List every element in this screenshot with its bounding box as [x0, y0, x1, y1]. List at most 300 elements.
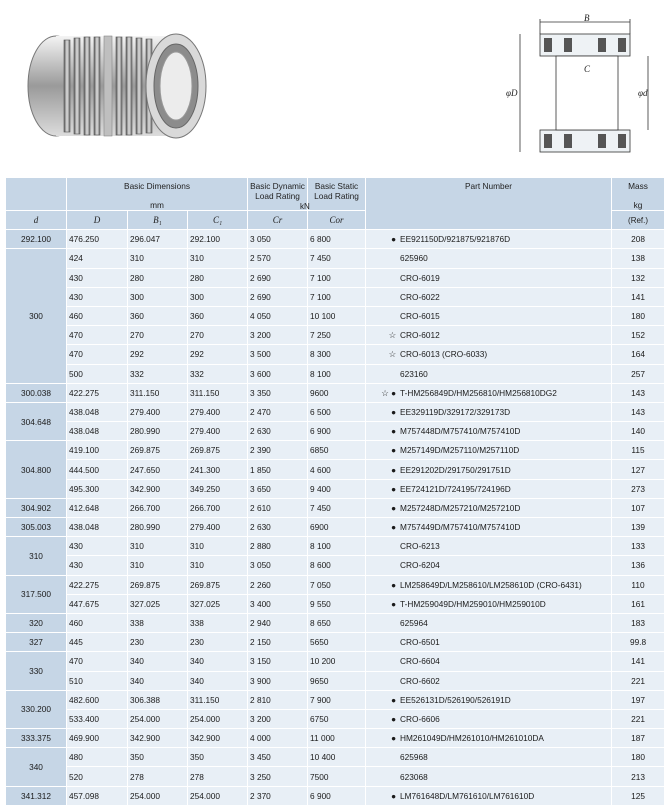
static-load-cell: 7 900 — [308, 690, 366, 709]
part-marker-icon: ● — [391, 406, 397, 417]
table-row — [6, 460, 665, 479]
bore-diameter-cell: 340 — [6, 748, 67, 786]
dynamic-load-cell: 2 370 — [248, 786, 308, 805]
inner-width-cell: 310 — [128, 537, 188, 556]
outer-diameter-cell: 430 — [67, 287, 128, 306]
static-load-cell: 8 650 — [308, 613, 366, 632]
part-number-text: CRO-6501 — [400, 637, 440, 648]
part-marker-icon: ● — [391, 522, 397, 533]
table-row — [6, 345, 665, 364]
outer-width-cell: 230 — [188, 633, 248, 652]
static-load-cell: 5650 — [308, 633, 366, 652]
outer-diameter-cell: 438.048 — [67, 518, 128, 537]
mass-cell: 187 — [612, 729, 665, 748]
table-row — [6, 786, 665, 805]
static-load-cell: 6900 — [308, 518, 366, 537]
mass-cell: 133 — [612, 537, 665, 556]
part-number-text: 625960 — [400, 253, 428, 264]
part-number-cell — [366, 748, 612, 767]
table-row — [6, 767, 665, 786]
outer-width-cell: 280 — [188, 268, 248, 287]
mass-cell: 161 — [612, 594, 665, 613]
inner-width-cell: 306.388 — [128, 690, 188, 709]
bore-diameter-cell: 292.100 — [6, 230, 67, 249]
part-number-text: M757449D/M757410/M757410D — [400, 522, 521, 533]
outer-diameter-cell: 470 — [67, 326, 128, 345]
table-row — [6, 594, 665, 613]
outer-width-cell: 338 — [188, 613, 248, 632]
part-number-cell — [366, 556, 612, 575]
inner-width-cell: 269.875 — [128, 441, 188, 460]
part-number-cell — [366, 287, 612, 306]
part-marker-icon: ● — [391, 426, 397, 437]
table-row — [6, 633, 665, 652]
part-number-cell — [366, 690, 612, 709]
static-load-cell: 6 900 — [308, 786, 366, 805]
bore-diameter-cell: 333.375 — [6, 729, 67, 748]
part-number-text: M257149D/M257110/M257110D — [400, 445, 520, 456]
part-number-text: CRO-6606 — [400, 713, 440, 724]
static-load-cell: 8 300 — [308, 345, 366, 364]
bore-diameter-cell: 304.902 — [6, 498, 67, 517]
bearing-spec-table — [5, 177, 665, 806]
outer-width-cell: 254.000 — [188, 786, 248, 805]
inner-width-cell: 340 — [128, 652, 188, 671]
col-C1: C₁ — [188, 211, 248, 230]
header-basic-dynamic: Basic Dynamic Load Rating — [248, 178, 308, 211]
part-marker-icon: ● — [391, 790, 397, 801]
header-basic-static: Basic Static Load Rating — [308, 178, 366, 211]
mass-cell: 183 — [612, 613, 665, 632]
part-number-cell — [366, 268, 612, 287]
table-row — [6, 422, 665, 441]
dynamic-load-cell: 2 630 — [248, 422, 308, 441]
outer-diameter-cell: 419.100 — [67, 441, 128, 460]
table-row — [6, 479, 665, 498]
static-load-cell: 6 800 — [308, 230, 366, 249]
part-number-text: CRO-6602 — [400, 675, 440, 686]
dynamic-load-cell: 3 350 — [248, 383, 308, 402]
part-number-cell — [366, 729, 612, 748]
part-marker-icon: ● — [391, 733, 397, 744]
part-number-text: EE724121D/724195/724196D — [400, 483, 511, 494]
part-number-text: T-HM256849D/HM256810/HM256810DG2 — [400, 387, 557, 398]
bore-diameter-cell: 320 — [6, 613, 67, 632]
outer-diameter-cell: 438.048 — [67, 422, 128, 441]
static-load-cell: 9 550 — [308, 594, 366, 613]
part-number-cell — [366, 633, 612, 652]
drawing-label-outer-diameter: φD — [506, 88, 518, 98]
part-marker-icon: ● — [391, 445, 397, 456]
part-number-cell — [366, 709, 612, 728]
part-number-cell — [366, 613, 612, 632]
bore-diameter-cell: 327 — [6, 633, 67, 652]
part-number-text: HM261049D/HM261010/HM261010DA — [400, 733, 544, 744]
table-row — [6, 326, 665, 345]
inner-width-cell: 269.875 — [128, 575, 188, 594]
part-number-text: LM258649D/LM258610/LM258610D (CRO-6431) — [400, 579, 582, 590]
part-number-cell — [366, 383, 612, 402]
part-number-text: M757448D/M757410/M757410D — [400, 426, 521, 437]
outer-width-cell: 292 — [188, 345, 248, 364]
table-row — [6, 498, 665, 517]
dynamic-load-cell: 3 050 — [248, 556, 308, 575]
static-load-cell: 10 200 — [308, 652, 366, 671]
static-load-cell: 7 450 — [308, 249, 366, 268]
outer-width-cell: 269.875 — [188, 575, 248, 594]
outer-diameter-cell: 430 — [67, 268, 128, 287]
col-Cr: kN Cr — [248, 211, 308, 230]
outer-width-cell: 278 — [188, 767, 248, 786]
outer-width-cell: 310 — [188, 537, 248, 556]
inner-width-cell: 278 — [128, 767, 188, 786]
static-load-cell: 7 450 — [308, 498, 366, 517]
outer-diameter-cell: 422.275 — [67, 383, 128, 402]
static-load-cell: 8 100 — [308, 364, 366, 383]
static-load-cell: 9600 — [308, 383, 366, 402]
inner-width-cell: 280.990 — [128, 422, 188, 441]
part-number-cell — [366, 306, 612, 325]
part-marker-icon: ● — [391, 234, 397, 245]
mass-cell: 164 — [612, 345, 665, 364]
mass-cell: 141 — [612, 287, 665, 306]
inner-width-cell: 270 — [128, 326, 188, 345]
outer-width-cell: 340 — [188, 652, 248, 671]
outer-width-cell: 311.150 — [188, 690, 248, 709]
static-load-cell: 9650 — [308, 671, 366, 690]
part-marker-icon: ● — [391, 464, 397, 475]
part-number-text: CRO-6022 — [400, 291, 440, 302]
dynamic-load-cell: 3 900 — [248, 671, 308, 690]
inner-width-cell: 342.900 — [128, 729, 188, 748]
part-number-text: EE291202D/291750/291751D — [400, 464, 511, 475]
part-number-text: CRO-6213 — [400, 541, 440, 552]
outer-diameter-cell: 482.600 — [67, 690, 128, 709]
part-marker-icon: ● — [391, 502, 397, 513]
mass-cell: 143 — [612, 402, 665, 421]
bore-diameter-cell: 341.312 — [6, 786, 67, 805]
part-marker-icon: ☆ ● — [381, 387, 397, 398]
mass-cell: 125 — [612, 786, 665, 805]
part-number-text: LM761648D/LM761610/LM761610D — [400, 790, 535, 801]
dynamic-load-cell: 3 500 — [248, 345, 308, 364]
dynamic-load-cell: 3 600 — [248, 364, 308, 383]
mass-cell: 141 — [612, 652, 665, 671]
table-row — [6, 306, 665, 325]
part-number-text: EE526131D/526190/526191D — [400, 694, 511, 705]
mass-cell: 197 — [612, 690, 665, 709]
part-marker-icon: ● — [391, 579, 397, 590]
dynamic-load-cell: 3 250 — [248, 767, 308, 786]
table-row — [6, 537, 665, 556]
dynamic-load-cell: 3 150 — [248, 652, 308, 671]
dynamic-load-cell: 3 450 — [248, 748, 308, 767]
table-row — [6, 575, 665, 594]
outer-diameter-cell: 412.648 — [67, 498, 128, 517]
part-number-cell — [366, 518, 612, 537]
part-number-text: T-HM259049D/HM259010/HM259010D — [400, 598, 546, 609]
part-number-cell — [366, 460, 612, 479]
part-number-cell — [366, 767, 612, 786]
part-number-text: CRO-6019 — [400, 272, 440, 283]
table-row — [6, 287, 665, 306]
static-load-cell: 7 050 — [308, 575, 366, 594]
outer-diameter-cell: 422.275 — [67, 575, 128, 594]
outer-diameter-cell: 510 — [67, 671, 128, 690]
outer-diameter-cell: 457.098 — [67, 786, 128, 805]
part-number-text: CRO-6204 — [400, 560, 440, 571]
mass-cell: 107 — [612, 498, 665, 517]
static-load-cell: 8 600 — [308, 556, 366, 575]
table-row — [6, 383, 665, 402]
part-number-text: EE921150D/921875/921876D — [400, 234, 511, 245]
part-number-cell — [366, 479, 612, 498]
mass-cell: 139 — [612, 518, 665, 537]
inner-width-cell: 332 — [128, 364, 188, 383]
header-basic-dimensions: Basic Dimensions mm — [67, 178, 248, 211]
inner-width-cell: 360 — [128, 306, 188, 325]
part-number-cell — [366, 594, 612, 613]
table-row — [6, 671, 665, 690]
table-row — [6, 268, 665, 287]
mass-cell: 110 — [612, 575, 665, 594]
header-part-number: Part Number — [366, 178, 612, 230]
dynamic-load-cell: 2 630 — [248, 518, 308, 537]
inner-width-cell: 300 — [128, 287, 188, 306]
static-load-cell: 7 250 — [308, 326, 366, 345]
table-row — [6, 518, 665, 537]
col-Cor: Cor — [308, 211, 366, 230]
table-row — [6, 613, 665, 632]
part-number-text: M257248D/M257210/M257210D — [400, 502, 521, 513]
drawing-label-b: B — [584, 13, 590, 23]
bore-diameter-cell: 305.003 — [6, 518, 67, 537]
outer-diameter-cell: 495.300 — [67, 479, 128, 498]
outer-diameter-cell: 480 — [67, 748, 128, 767]
part-number-text: 625964 — [400, 618, 428, 629]
part-number-text: CRO-6015 — [400, 311, 440, 322]
part-marker-icon: ● — [391, 694, 397, 705]
outer-diameter-cell: 470 — [67, 652, 128, 671]
outer-width-cell: 241.300 — [188, 460, 248, 479]
outer-width-cell: 311.150 — [188, 383, 248, 402]
inner-width-cell: 310 — [128, 556, 188, 575]
dynamic-load-cell: 1 850 — [248, 460, 308, 479]
dynamic-load-cell: 3 200 — [248, 326, 308, 345]
part-number-cell — [366, 537, 612, 556]
table-row — [6, 748, 665, 767]
mass-cell: 180 — [612, 748, 665, 767]
dynamic-load-cell: 2 940 — [248, 613, 308, 632]
bore-diameter-cell: 304.648 — [6, 402, 67, 440]
mass-cell: 273 — [612, 479, 665, 498]
bore-diameter-cell: 304.800 — [6, 441, 67, 499]
inner-width-cell: 266.700 — [128, 498, 188, 517]
table-row — [6, 652, 665, 671]
dynamic-load-cell: 2 150 — [248, 633, 308, 652]
dynamic-load-cell: 2 470 — [248, 402, 308, 421]
outer-diameter-cell: 470 — [67, 345, 128, 364]
bore-diameter-cell: 300 — [6, 249, 67, 383]
mass-cell: 208 — [612, 230, 665, 249]
outer-diameter-cell: 469.900 — [67, 729, 128, 748]
outer-width-cell: 269.875 — [188, 441, 248, 460]
outer-diameter-cell: 424 — [67, 249, 128, 268]
bearing-photo — [18, 18, 218, 168]
mass-cell: 99.8 — [612, 633, 665, 652]
table-body — [6, 230, 665, 806]
outer-diameter-cell: 500 — [67, 364, 128, 383]
outer-width-cell: 350 — [188, 748, 248, 767]
table-row — [6, 729, 665, 748]
mass-cell: 140 — [612, 422, 665, 441]
table-row — [6, 402, 665, 421]
static-load-cell: 9 400 — [308, 479, 366, 498]
header-kn: kN — [300, 202, 310, 211]
static-load-cell: 4 600 — [308, 460, 366, 479]
static-load-cell: 11 000 — [308, 729, 366, 748]
static-load-cell: 6 500 — [308, 402, 366, 421]
part-number-text: 625968 — [400, 752, 428, 763]
drawing-label-c: C — [584, 64, 591, 74]
part-marker-icon: ● — [391, 598, 397, 609]
part-marker-icon: ● — [391, 483, 397, 494]
part-number-cell — [366, 786, 612, 805]
part-number-text: CRO-6604 — [400, 656, 440, 667]
inner-width-cell: 327.025 — [128, 594, 188, 613]
bore-diameter-cell: 330 — [6, 652, 67, 690]
part-number-text: 623160 — [400, 368, 428, 379]
static-load-cell: 7 100 — [308, 287, 366, 306]
outer-width-cell: 327.025 — [188, 594, 248, 613]
part-number-cell — [366, 671, 612, 690]
inner-width-cell: 254.000 — [128, 786, 188, 805]
dynamic-load-cell: 4 000 — [248, 729, 308, 748]
table-row — [6, 441, 665, 460]
col-d: d — [6, 211, 67, 230]
outer-width-cell: 279.400 — [188, 518, 248, 537]
mass-cell: 180 — [612, 306, 665, 325]
outer-width-cell: 279.400 — [188, 402, 248, 421]
dynamic-load-cell: 2 610 — [248, 498, 308, 517]
outer-width-cell: 340 — [188, 671, 248, 690]
dynamic-load-cell: 3 650 — [248, 479, 308, 498]
part-number-cell — [366, 652, 612, 671]
part-number-cell — [366, 498, 612, 517]
outer-width-cell: 270 — [188, 326, 248, 345]
outer-diameter-cell: 520 — [67, 767, 128, 786]
outer-diameter-cell: 430 — [67, 537, 128, 556]
part-number-cell — [366, 575, 612, 594]
drawing-label-bore-diameter: φd — [638, 88, 648, 98]
part-number-cell — [366, 230, 612, 249]
mass-cell: 152 — [612, 326, 665, 345]
inner-width-cell: 340 — [128, 671, 188, 690]
mass-cell: 115 — [612, 441, 665, 460]
outer-width-cell: 254.000 — [188, 709, 248, 728]
part-number-text: EE329119D/329172/329173D — [400, 406, 511, 417]
static-load-cell: 10 400 — [308, 748, 366, 767]
table-row — [6, 690, 665, 709]
outer-diameter-cell: 460 — [67, 613, 128, 632]
dynamic-load-cell: 2 880 — [248, 537, 308, 556]
part-number-text: CRO-6012 — [400, 330, 440, 341]
mass-cell: 132 — [612, 268, 665, 287]
dynamic-load-cell: 4 050 — [248, 306, 308, 325]
outer-diameter-cell: 445 — [67, 633, 128, 652]
inner-width-cell: 279.400 — [128, 402, 188, 421]
outer-width-cell: 360 — [188, 306, 248, 325]
table-row — [6, 364, 665, 383]
bore-diameter-cell: 300.038 — [6, 383, 67, 402]
part-number-cell — [366, 402, 612, 421]
static-load-cell: 8 100 — [308, 537, 366, 556]
static-load-cell: 7 100 — [308, 268, 366, 287]
part-number-cell — [366, 326, 612, 345]
part-number-cell — [366, 364, 612, 383]
static-load-cell: 7500 — [308, 767, 366, 786]
outer-width-cell: 279.400 — [188, 422, 248, 441]
mass-cell: 257 — [612, 364, 665, 383]
mass-cell: 221 — [612, 709, 665, 728]
inner-width-cell: 247.650 — [128, 460, 188, 479]
inner-width-cell: 280 — [128, 268, 188, 287]
part-marker-icon: ☆ — [388, 349, 397, 360]
table-row — [6, 230, 665, 249]
outer-width-cell: 292.100 — [188, 230, 248, 249]
mass-cell: 136 — [612, 556, 665, 575]
dynamic-load-cell: 2 390 — [248, 441, 308, 460]
inner-width-cell: 342.900 — [128, 479, 188, 498]
dynamic-load-cell: 2 690 — [248, 287, 308, 306]
outer-diameter-cell: 460 — [67, 306, 128, 325]
mass-cell: 213 — [612, 767, 665, 786]
outer-diameter-cell: 444.500 — [67, 460, 128, 479]
inner-width-cell: 230 — [128, 633, 188, 652]
dynamic-load-cell: 3 050 — [248, 230, 308, 249]
table-row — [6, 709, 665, 728]
col-mass-ref: (Ref.) — [612, 211, 665, 230]
table-row — [6, 249, 665, 268]
bore-diameter-cell: 330.200 — [6, 690, 67, 728]
mass-cell: 143 — [612, 383, 665, 402]
part-number-cell — [366, 249, 612, 268]
inner-width-cell: 280.990 — [128, 518, 188, 537]
inner-width-cell: 292 — [128, 345, 188, 364]
mass-cell: 138 — [612, 249, 665, 268]
outer-diameter-cell: 447.675 — [67, 594, 128, 613]
outer-diameter-cell: 476.250 — [67, 230, 128, 249]
bore-diameter-cell: 317.500 — [6, 575, 67, 613]
bore-diameter-cell: 310 — [6, 537, 67, 575]
col-D: D — [67, 211, 128, 230]
dynamic-load-cell: 2 690 — [248, 268, 308, 287]
part-number-text: 623068 — [400, 771, 428, 782]
header-mass: Mass kg — [612, 178, 665, 211]
inner-width-cell: 254.000 — [128, 709, 188, 728]
dynamic-load-cell: 2 260 — [248, 575, 308, 594]
mass-cell: 127 — [612, 460, 665, 479]
dynamic-load-cell: 2 570 — [248, 249, 308, 268]
static-load-cell: 6750 — [308, 709, 366, 728]
outer-diameter-cell: 438.048 — [67, 402, 128, 421]
inner-width-cell: 350 — [128, 748, 188, 767]
part-marker-icon: ● — [391, 713, 397, 724]
static-load-cell: 6850 — [308, 441, 366, 460]
outer-width-cell: 310 — [188, 249, 248, 268]
bearing-section-drawing — [500, 14, 660, 164]
part-number-cell — [366, 441, 612, 460]
